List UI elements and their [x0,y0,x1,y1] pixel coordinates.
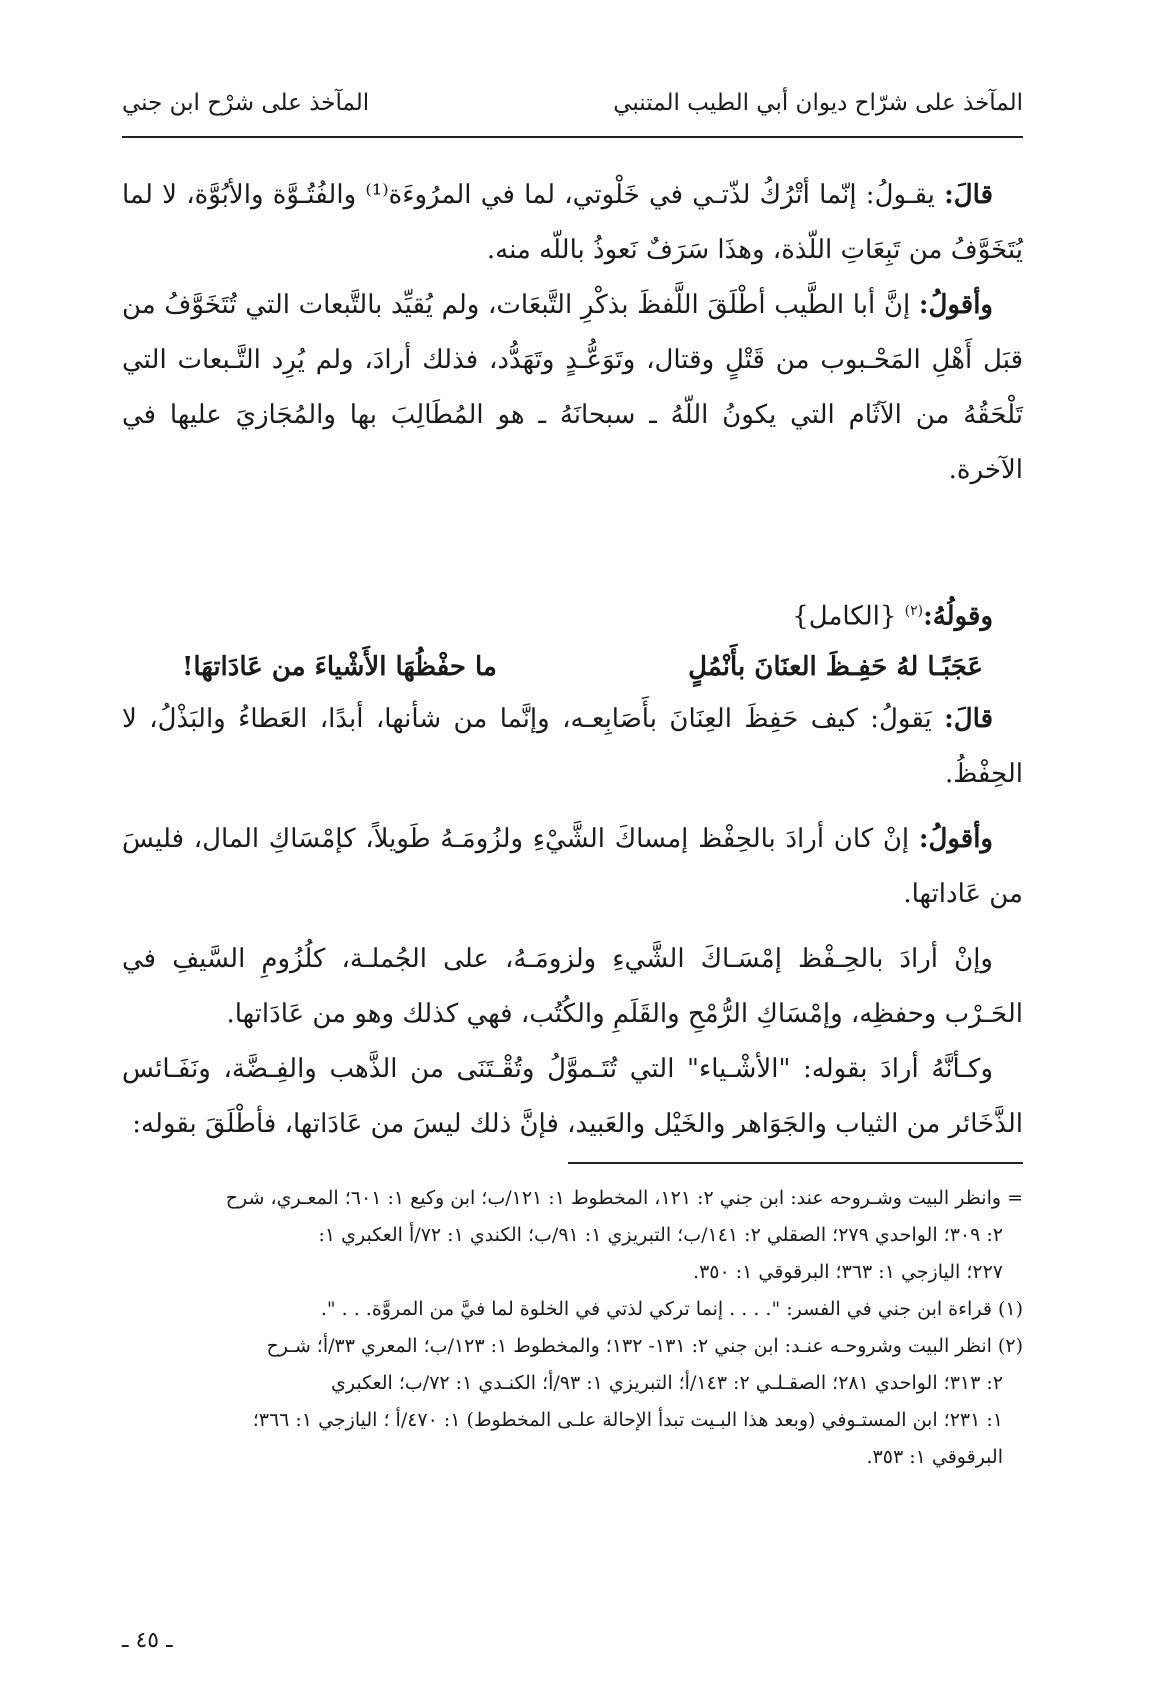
footnote-ref: (٢) [904,603,924,619]
footnote-2-line: ١: ٢٣١؛ ابن المستـوفي (وبعد هذا البـيت تبدأ الإحالة علـى المخطوط) ١: ٤٧٠/أ ؛ اليازجي ١: ٣٦٦؛ [252,1409,1003,1431]
poem-verse [122,642,993,692]
header-book-title: المآخذ على شرّاح ديوان أبي الطيب المتنبي [613,90,1023,116]
main-text [122,168,1023,1152]
qala-label: قالَ: [944,180,994,210]
section-spacer [122,498,1023,586]
verse-second-hemistich: ما حفْظُهَا الأَشْياءَ من عَادَاتهَا! [182,651,497,682]
qala-text: يقـولُ: إنّما أتْرُكُ لذّتـي في خَلْوتي، لما في المرُوءَة⁽¹⁾ والفُتُـوَّة والأبُوَّة، لا لما يُتَخَوَّفُ من تَبِعَاتِ اللّذة، وهذَا سَرَفٌ نَعوذُ باللّه منه. [122,180,1023,265]
page-number: ـ ٤٥ ـ [122,1628,173,1653]
footnotes [122,1180,1023,1476]
running-header [122,80,1023,126]
aqul-label: وأقولُ: [918,290,993,320]
header-divider [122,136,1023,138]
footnote-2-line: ٢: ٣١٣؛ الواحدي ٢٨١؛ الصقـلـي ٢: ١٤٣/أ؛ التبريزي ١: ٩٣/أ؛ الكنـدي ١: ٧٢/ب؛ العكبري [331,1372,1003,1394]
footnote-continued-line: ٢٢٧؛ اليازجي ١: ٣٦٣؛ البرقوقي ١: ٣٥٠. [693,1261,1003,1283]
header-chapter-title: المآخذ على شرْح ابن جني [122,90,370,116]
verse-first-hemistich: عَجَبًـا لهُ حَفِـظَ العنَانَ بأَنْمُلٍ [688,651,983,682]
response-paragraph [122,278,1023,498]
qala-label: قالَ: [944,703,994,734]
verse-intro-label: وقولُهُ: [923,601,993,632]
body-paragraph: وكـأنَّهُ أرادَ بقوله: "الأشْـياء" التي تُتَـموَّلُ وتُقْـتَنَى من الذَّهب والفِـضَّة، ونَفَـائس الذَّخَائر من الثياب والجَوَاهر والخَيْل والعَبيد، فإنَّ ذلك ليسَ من عَادَاتها، فأطْلَقَ بقوله: [122,1053,1023,1139]
footnote-continued-line: ٢: ٣٠٩؛ الواحدي ٢٧٩؛ الصقلي ٢: ١٤١/ب؛ التبريزي ١: ٩١/ب؛ الكندي ١: ٧٢/أ العكبري ١: [318,1224,1003,1246]
body-paragraph: وإنْ أرادَ بالحِـفْظ إمْسَـاكَ الشَّيءِ ولزومَـهُ، على الجُملـة، كلُزُومِ السَّيفِ في الحَـرْب وحفظِه، وإمْسَاكِ الرُّمْحِ والقَلَمِ والكُتُب، فهي كذلك وهو من عَادَاتها. [122,943,1023,1029]
verse-intro [122,586,1023,642]
paragraph-spacer [122,802,1023,812]
commentary-paragraph [122,692,1023,802]
aqul-text: إنْ كان أرادَ بالحِفْظ إمساكَ الشَّيْءِ ولزُومَـهُ طَويلاً، كإمْسَاكِ المال، فليسَ من عَاداتها. [122,823,1023,909]
footnote-2-line: (٢) انظر البيت وشروحـه عنـد: ابن جني ٢: ١٣١- ١٣٢؛ والمخطوط ١: ١٢٣/ب؛ المعري ٣٣/أ؛ شـرح [266,1335,1023,1357]
footnote-1: (١) قراءة ابن جني في الفسر: ". . . . إنما تركي لذتي في الخلوة لما فيَّ من المروَّة. . . ". [320,1298,1023,1320]
response-paragraph [122,812,1023,922]
commentary-paragraph [122,168,1023,278]
aqul-label: وأقولُ: [918,823,993,854]
footnote-continued-line: = وانظر البيت وشـروحه عند: ابن جني ٢: ١٢١، المخطوط ١: ١٢١/ب؛ ابن وكيع ١: ٦٠١؛ المعـري، شرح [225,1187,1023,1209]
meter-name: {الكامل} [792,601,897,632]
footnote-divider [568,1162,1023,1164]
qala-text: يَقولُ: كيف حَفِظَ العِنَانَ بأَصَابِعـه، وإنَّما من شأنها، أبدًا، العَطاءُ والبَذْلُ، لا الحِفْظُ. [122,703,1023,789]
paragraph-spacer [122,922,1023,932]
aqul-text: إنَّ أبا الطَّيب أطْلَقَ اللَّفظَ بذكْرِ التَّبعَات، ولم يُقيِّد بالتَّبعات التي تُتَخَوَّفُ من قبَل أَهْلِ المَحْـبوب من قَتْلٍ وقتال، وتَوَعُّـدٍ وتَهَدُّد، فذلك أرادَ، ولم يُرِد التَّـبعات التي تَلْحَقُهُ من الآثَام التي يكونُ اللّهُ ـ سبحانَهُ ـ هو المُطَالِبَ بها والمُجَازيَ عليها في الآخرة. [122,290,1023,485]
footnote-2-line: البرقوقي ١: ٣٥٣. [866,1446,1003,1468]
